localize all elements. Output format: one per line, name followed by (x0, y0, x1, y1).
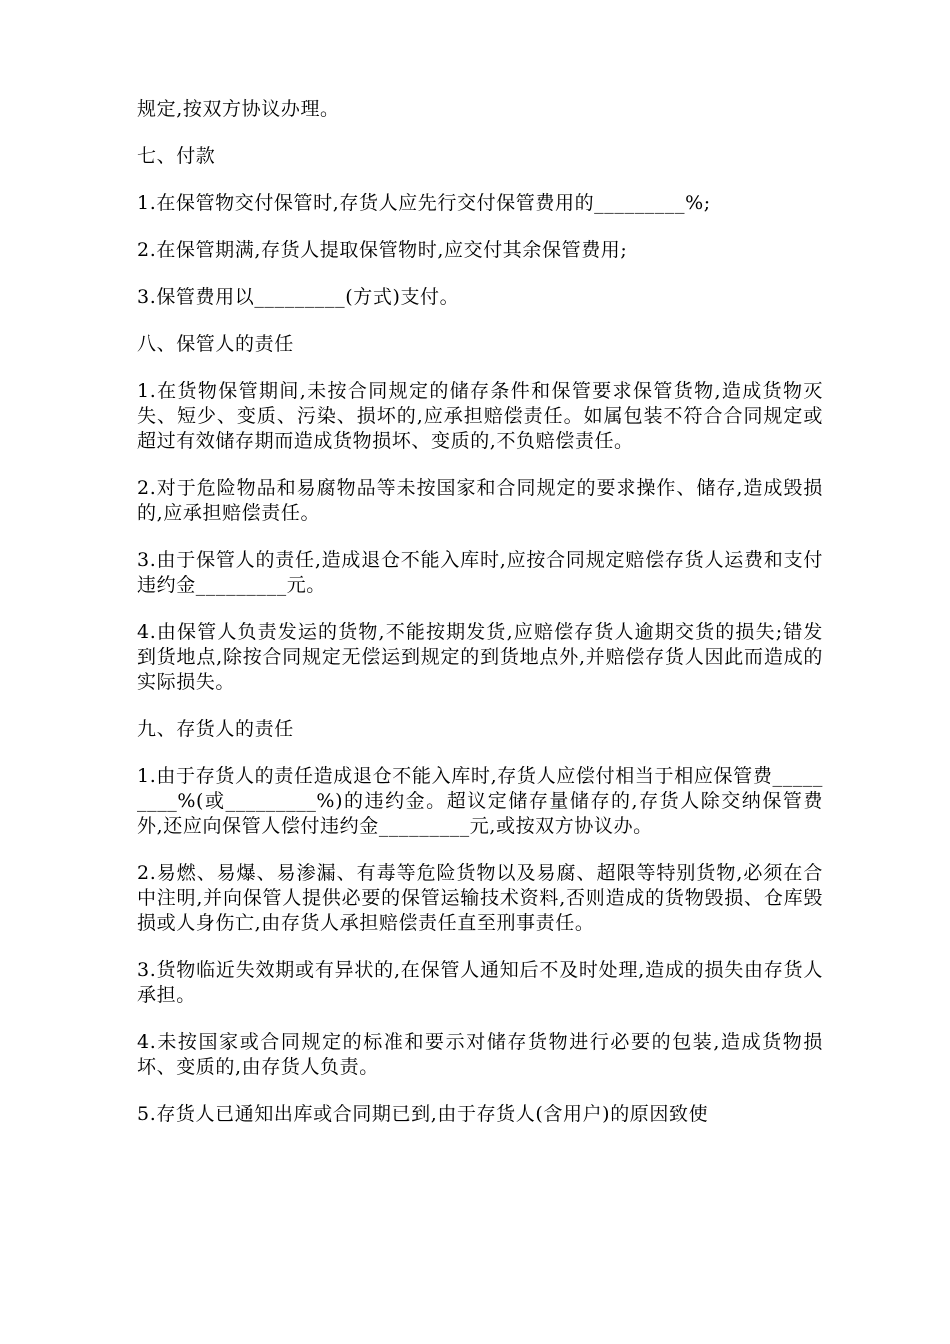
depositor-clause-1: 1.由于存货人的责任造成退仓不能入库时,存货人应偿付相当于相应保管费_________%(或_________%)的违约金。超议定储存量储存的,存货人除交纳保管费外,还应向保管人偿付违约金_________元,或按双方协议办。 (137, 765, 823, 837)
custodian-clause-4: 4.由保管人负责发运的货物,不能按期发货,应赔偿存货人逾期交货的损失;错发到货地点,除按合同规定无偿运到规定的到货地点外,并赔偿存货人因此而造成的实际损失。 (137, 621, 823, 693)
payment-clause-2: 2.在保管期满,存货人提取保管物时,应交付其余保管费用; (137, 239, 628, 261)
custodian-clause-2: 2.对于危险物品和易腐物品等未按国家和合同规定的要求操作、储存,造成毁损的,应承担赔偿责任。 (137, 477, 823, 524)
depositor-clause-3: 3.货物临近失效期或有异状的,在保管人通知后不及时处理,造成的损失由存货人承担。 (137, 959, 823, 1006)
custodian-clause-1: 1.在货物保管期间,未按合同规定的储存条件和保管要求保管货物,造成货物灭失、短少、变质、污染、损坏的,应承担赔偿责任。如属包装不符合合同规定或超过有效储存期而造成货物损坏、变质的,不负赔偿责任。 (137, 380, 823, 452)
section-heading-custodian-liability: 八、保管人的责任 (137, 333, 294, 355)
payment-clause-1: 1.在保管物交付保管时,存货人应先行交付保管费用的_________%; (137, 192, 711, 214)
section-heading-payment: 七、付款 (137, 145, 216, 167)
section-heading-depositor-liability: 九、存货人的责任 (137, 718, 294, 740)
depositor-clause-4: 4.未按国家或合同规定的标准和要示对储存货物进行必要的包装,造成货物损坏、变质的,由存货人负责。 (137, 1031, 823, 1078)
depositor-clause-5: 5.存货人已通知出库或合同期已到,由于存货人(含用户)的原因致使 (137, 1103, 709, 1125)
payment-clause-3: 3.保管费用以_________(方式)支付。 (137, 286, 460, 308)
document-page (137, 97, 823, 1149)
depositor-clause-2: 2.易燃、易爆、易渗漏、有毒等危险货物以及易腐、超限等特别货物,必须在合中注明,并向保管人提供必要的保管运输技术资料,否则造成的货物毁损、仓库毁损或人身伤亡,由存货人承担赔偿责任直至刑事责任。 (137, 862, 823, 934)
custodian-clause-3: 3.由于保管人的责任,造成退仓不能入库时,应按合同规定赔偿存货人运费和支付违约金_________元。 (137, 549, 823, 596)
paragraph-continuation: 规定,按双方协议办理。 (137, 98, 340, 120)
